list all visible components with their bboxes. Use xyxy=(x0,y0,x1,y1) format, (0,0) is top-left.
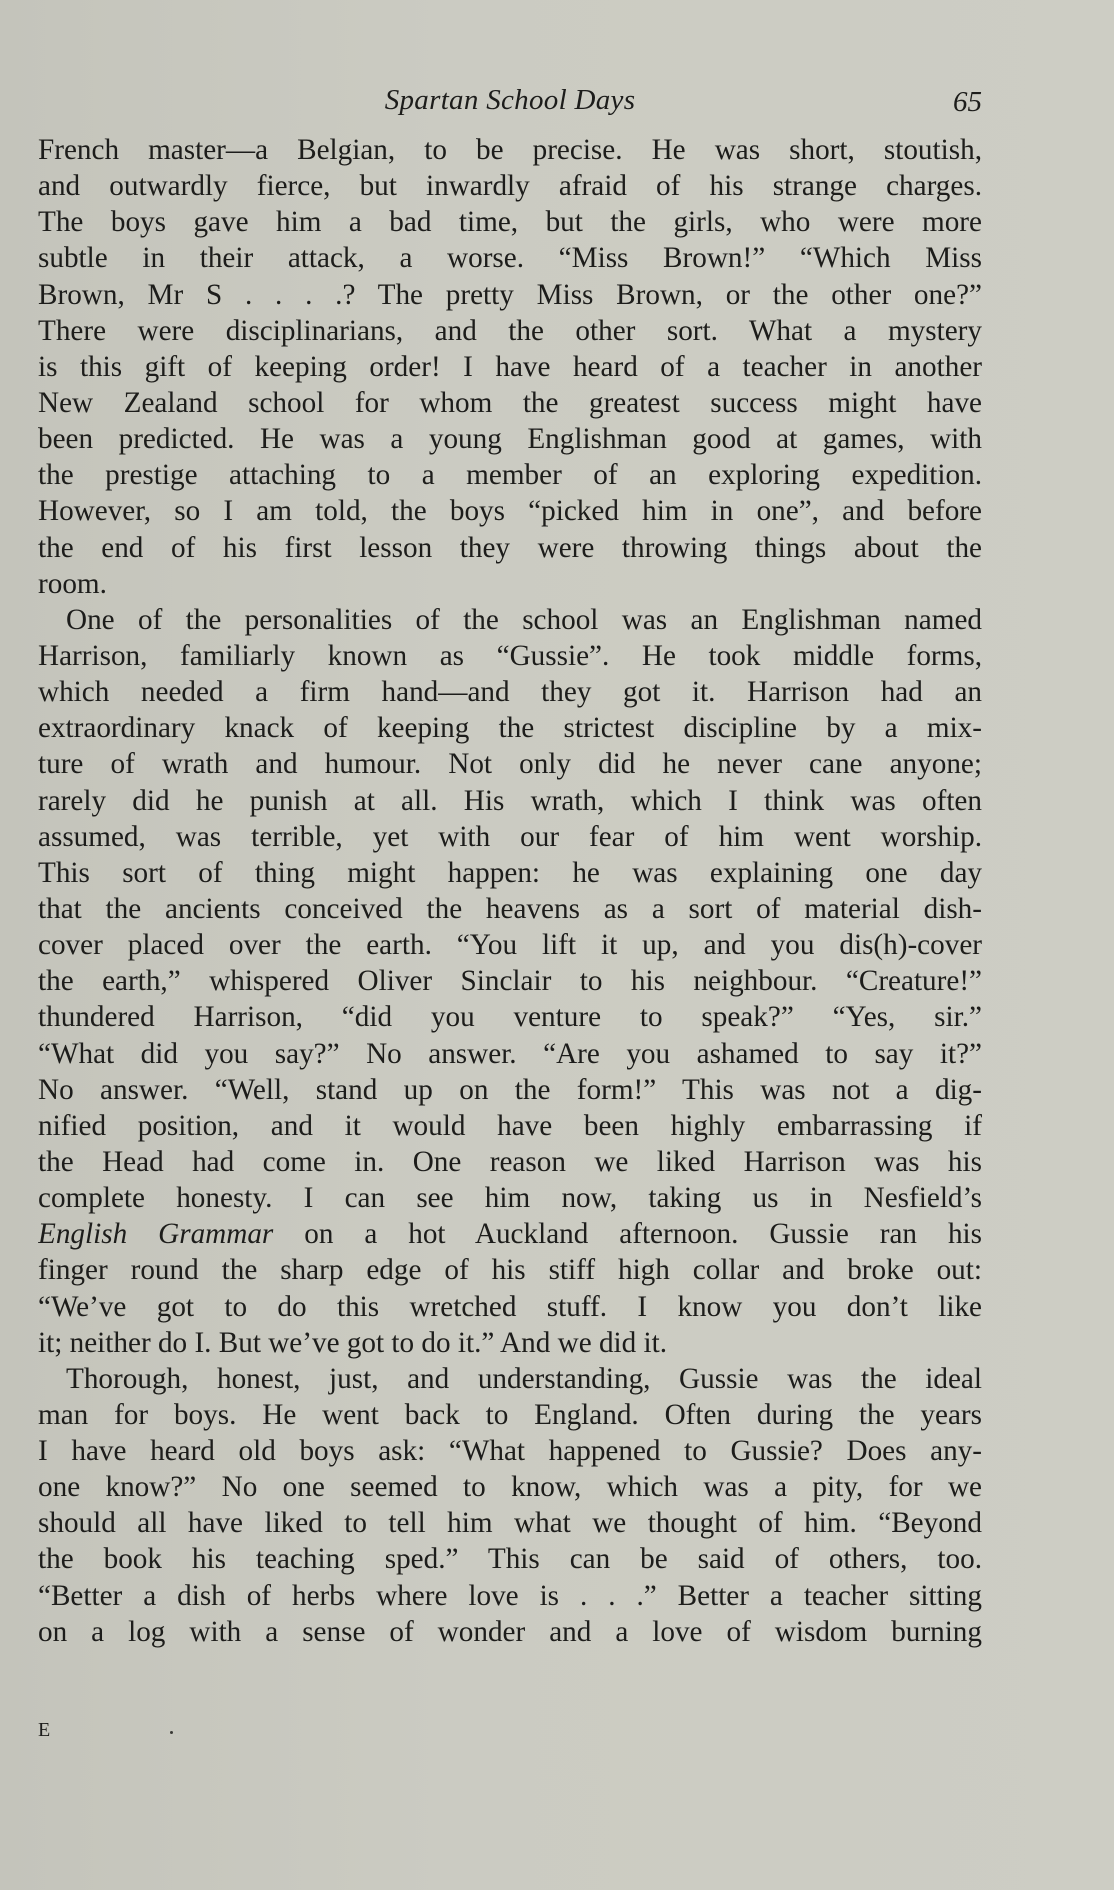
text-line: New Zealand school for whom the greatest success might have xyxy=(38,386,982,419)
text-line: it; neither do I. But we’ve got to do it.” And we did it. xyxy=(38,1326,668,1359)
text-line: However, so I am told, the boys “picked him in one”, and before xyxy=(38,495,982,528)
text-line: This sort of thing might happen: he was explaining one day xyxy=(38,856,982,889)
text-line: that the ancients conceived the heavens as a sort of material dish- xyxy=(38,892,982,925)
text-line: “What did you say?” No answer. “Are you ashamed to say it?” xyxy=(38,1037,982,1070)
body-text xyxy=(38,132,982,1650)
running-title: Spartan School Days xyxy=(384,84,636,116)
text-line: man for boys. He went back to England. Often during the years xyxy=(38,1398,982,1431)
text-line xyxy=(38,1216,982,1252)
text-line: the earth,” whispered Oliver Sinclair to his neighbour. “Creature!” xyxy=(38,965,982,998)
text-line: been predicted. He was a young Englishman good at games, with xyxy=(38,423,982,456)
text-line: “We’ve got to do this wretched stuff. I know you don’t like xyxy=(38,1290,982,1323)
signature-mark: E xyxy=(38,1719,52,1741)
text-line: should all have liked to tell him what we thought of him. “Beyond xyxy=(38,1507,982,1540)
text-line: one know?” No one seemed to know, which was a pity, for we xyxy=(38,1471,982,1504)
text-line: One of the personalities of the school was an Englishman named xyxy=(66,603,982,636)
text-line: Brown, Mr S . . . .? The pretty Miss Brown, or the other one?” xyxy=(38,278,982,311)
text-line-rest: on a hot Auckland afternoon. Gussie ran his xyxy=(273,1218,982,1251)
text-line: extraordinary knack of keeping the strictest discipline by a mix- xyxy=(38,712,982,745)
text-line: the Head had come in. One reason we liked Harrison was his xyxy=(38,1145,982,1178)
text-line: I have heard old boys ask: “What happened to Gussie? Does any- xyxy=(38,1435,982,1468)
text-line: ture of wrath and humour. Not only did he never cane anyone; xyxy=(38,748,982,781)
text-line: cover placed over the earth. “You lift it up, and you dis(h)-cover xyxy=(38,929,982,962)
text-line: There were disciplinarians, and the other sort. What a mystery xyxy=(38,314,982,347)
text-line: finger round the sharp edge of his stiff high collar and broke out: xyxy=(38,1254,982,1287)
running-head xyxy=(38,84,982,128)
text-line: The boys gave him a bad time, but the girls, who were more xyxy=(38,206,982,239)
text-line: complete honesty. I can see him now, taking us in Nesfield’s xyxy=(38,1182,982,1215)
text-line: Thorough, honest, just, and understanding, Gussie was the ideal xyxy=(66,1362,982,1395)
italic-title: English Grammar xyxy=(38,1218,274,1251)
page-number: 65 xyxy=(953,86,982,118)
text-line: subtle in their attack, a worse. “Miss Brown!” “Which Miss xyxy=(38,242,982,275)
text-line: thundered Harrison, “did you venture to speak?” “Yes, sir.” xyxy=(38,1001,982,1034)
text-line: the prestige attaching to a member of an exploring expedition. xyxy=(38,459,982,492)
text-line: on a log with a sense of wonder and a love of wisdom burning xyxy=(38,1615,982,1648)
print-speck xyxy=(170,1731,173,1734)
text-line: No answer. “Well, stand up on the form!” This was not a dig- xyxy=(38,1073,982,1106)
text-line: which needed a firm hand—and they got it. Harrison had an xyxy=(38,676,982,709)
text-line: and outwardly fierce, but inwardly afraid of his strange charges. xyxy=(38,170,982,203)
text-line: nified position, and it would have been highly embarrassing if xyxy=(38,1109,982,1142)
text-line: “Better a dish of herbs where love is . . .” Better a teacher sitting xyxy=(38,1579,982,1612)
text-line: is this gift of keeping order! I have heard of a teacher in another xyxy=(38,350,982,383)
text-line: the book his teaching sped.” This can be said of others, too. xyxy=(38,1543,982,1576)
text-line: assumed, was terrible, yet with our fear of him went worship. xyxy=(38,820,982,853)
text-line: rarely did he punish at all. His wrath, which I think was often xyxy=(38,784,982,817)
text-line: Harrison, familiarly known as “Gussie”. He took middle forms, xyxy=(38,639,982,672)
text-line: the end of his first lesson they were throwing things about the xyxy=(38,531,982,564)
text-line: room. xyxy=(38,567,107,600)
text-line: French master—a Belgian, to be precise. He was short, stoutish, xyxy=(38,134,982,166)
